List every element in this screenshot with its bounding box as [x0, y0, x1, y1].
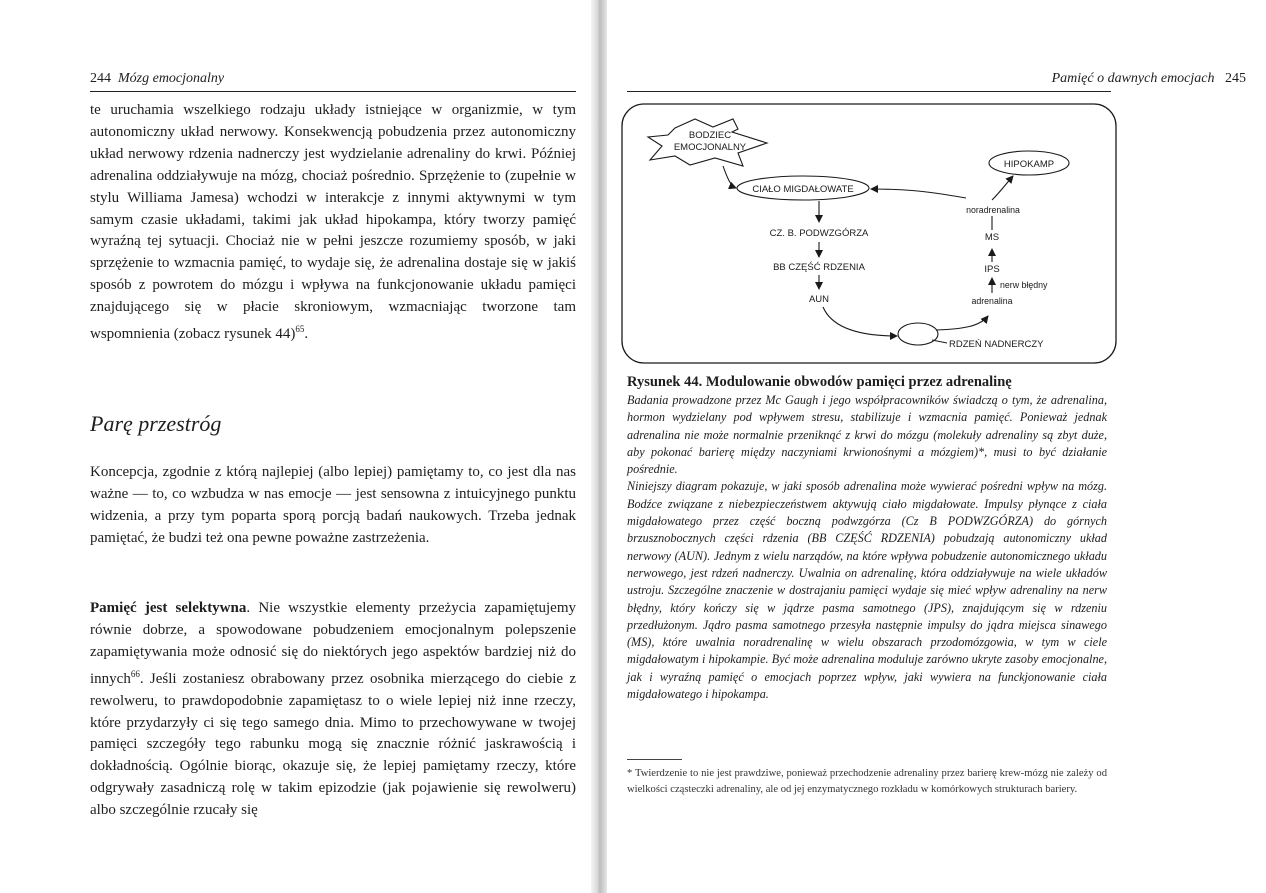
adrenal-medulla-oval: [898, 323, 938, 345]
label-adrenal-medulla: RDZEŃ NADNERCZY: [949, 339, 1044, 350]
left-paragraph-3: [90, 598, 576, 822]
label-amygdala: CIAŁO MIGDAŁOWATE: [752, 184, 854, 195]
label-noradrenaline: noradrenalina: [966, 205, 1020, 215]
arrow-noradrenaline-hippocampus: [992, 176, 1013, 200]
section-heading: Parę przestróg: [90, 411, 222, 436]
paragraph-3-text-b: . Jeśli zostaniesz obrabowany przez osobnika mierzącego do ciebie z rewolweru, to prawdopodobnie zapamiętasz to o wiele lepiej niż inne rzeczy, które przydarzyły ci się tego samego dnia. Mimo to przechowywane w twojej pamięci szczegóły tego rabunku mogą się znacznie różnić jaskrawością i dokładnością. Ogólnie biorąc, okazuje się, że lepiej pamiętamy rzeczy, które odgrywały zasadniczą rolę w takim epizodzie (jak pojawienie się rewolweru) albo szczególnie rzucały się: [90, 670, 576, 819]
arrow-aun-adrenal: [823, 307, 897, 336]
footnote-rule: [627, 759, 682, 760]
paragraph-1-end: .: [304, 326, 309, 343]
left-header-rule: [90, 91, 576, 92]
right-running-title: Pamięć o dawnych emocjach: [1051, 71, 1215, 86]
arrow-stimulus-amygdala: [723, 166, 736, 188]
left-running-title: Mózg emocjonalny: [118, 71, 225, 86]
label-ms: MS: [984, 232, 1000, 243]
label-adrenaline: adrenalina: [971, 296, 1013, 306]
left-paragraph-1: [90, 100, 576, 346]
paragraph-3-text-a: . Nie wszystkie elementy przeżycia zapamiętujemy równie dobrze, a spowodowane pobudzeniem emocjonalnym polepszenie zapamiętywania może odnosić się do niektórych jego aspektów bardziej niż do innych: [90, 600, 576, 687]
label-hippocampus: HIPOKAMP: [1003, 159, 1055, 170]
caption-paragraph-1: Badania prowadzone przez Mc Gaugh i jego współpracowników świadczą o tym, że adrenalina, hormon wydzielany pod wpływem stresu, stabilizuje i wzmacnia pamięć. Ponieważ jednak adrenalina nie może normalnie przeniknąć z krwi do mózgu (molekuły adrenaliny są zbyt duże, aby pokonać barierę między naczyniami krwionośnymi a mózgiem)*, musi to być działanie pośrednie.: [627, 393, 1107, 477]
label-stimulus-2: EMOCJONALNY: [673, 142, 747, 153]
label-hypothalamus: CZ. B. PODWZGÓRZA: [769, 228, 869, 239]
label-vagus: nerw błędny: [1000, 280, 1048, 290]
arrow-noradrenaline-amygdala: [871, 189, 966, 198]
right-page-number: 245: [1225, 71, 1246, 86]
left-running-head: [90, 71, 224, 87]
footnote-ref-65: 65: [295, 324, 305, 335]
right-running-head: [1052, 71, 1246, 87]
paragraph-1-text: te uruchamia wszelkiego rodzaju układy istniejące w organizmie, w tym autonomiczny układ nerwowy. Konsekwencją pobudzenia przez autonomiczny układ nerwowy rdzenia nadnerczy jest wydzielanie adrenaliny do krwi. Później adrenalina oddziaływuje na mózg, chociaż pośrednio. Sprzężenie to (zupełnie w stylu Williama Jamesa) wchodzi w interakcje z innymi aktywnymi w tym samym czasie układami, takimi jak układ hipokampa, który tworzy pamięć wyraźną tej sytuacji. Chociaż nie w pełni jeszcze rozumiemy sposób, w jaki sprzężenie to wzmacnia pamięć, to wydaje się, że adrenalina dostaje się w jakiś sposób z powrotem do mózgu i wpływa na funkcjonowanie układu pamięci znajdującego się w płacie skroniowym, wzmacniając tworzone tam wspomnienia (zobacz rysunek 44): [90, 102, 576, 343]
right-header-rule: [627, 91, 1111, 92]
label-spinal-cord: BB CZĘŚĆ RDZENIA: [773, 262, 865, 273]
paragraph-3-lead: Pamięć jest selektywna: [90, 600, 247, 616]
right-page: [607, 0, 1266, 893]
figure-caption-title: Rysunek 44. Modulowanie obwodów pamięci przez adrenalinę: [627, 374, 1012, 390]
arrow-adrenal-adrenaline: [936, 316, 988, 330]
figure-caption-body: [627, 392, 1107, 703]
label-stimulus-1: BODZIEC: [688, 130, 732, 141]
book-gutter: [591, 0, 607, 893]
label-ips: IPS: [984, 264, 1000, 275]
left-page: [0, 0, 591, 893]
label-aun: AUN: [808, 294, 830, 305]
left-page-number: 244: [90, 71, 111, 86]
caption-paragraph-2: Niniejszy diagram pokazuje, w jaki sposób adrenalina może wywierać pośredni wpływ na mózg. Bodźce związane z niebezpieczeństwem aktywują ciało migdałowate. Impulsy płynące z ciała migdałowatego przez część boczną podwzgórza (Cz B PODWZGÓRZA) do górnych brzusznobocznych części rdzenia (BB CZĘŚĆ RDZENIA) pobudzają autonomiczny układ nerwowy (AUN). Jednym z wielu narządów, na które wpływa pobudzenie autonomicznego układu nerwowego, jest rdzeń nadnerczy. Uwalnia on adrenalinę, która oddziaływuje na wiele układów ustroju. Szczególne znaczenie w dostrajaniu pamięci wydaje się mieć wpływ adrenaliny na nerw błędny, który kończy się w jądrze pasma samotnego (JPS), znajdującym się w rdzeniu przedłużonym. Jądro pasma samotnego przesyła następnie impulsy do jądra miejsca sinawego (MS), które uwalnia noradrenalinę w wielu obszarach przodomózgowia, w tym w ciele migdałowatym i hipokampie. Być może adrenalina moduluje zarówno ukryte zasoby emocjonalne, jak i wyraźną pamięć o emocjach poprzez wpływ, jaki wywiera na funckjonowanie ciała migdałowatego i hipokampa.: [627, 479, 1107, 702]
footnote: * Twierdzenie to nie jest prawdziwe, ponieważ przechodzenie adrenaliny przez barierę krew-mózg nie zależy od wielkości cząsteczki adrenaliny, ale od jej enzymatycznego rozkładu w komórkowych strukturach bariery.: [627, 768, 1107, 795]
footnote-ref-66: 66: [130, 668, 140, 679]
adrenaline-memory-diagram: [620, 100, 1120, 368]
left-paragraph-2: Koncepcja, zgodnie z którą najlepiej (albo lepiej) pamiętamy to, co jest dla nas ważne — to, co wzbudza w nas emocje — jest sensowna z intuicyjnego punktu widzenia, a przy tym poparta sporą porcją badań naukowych. Trzeba jednak pamiętać, że budzi też ona pewne poważne zastrzeżenia.: [90, 464, 576, 546]
